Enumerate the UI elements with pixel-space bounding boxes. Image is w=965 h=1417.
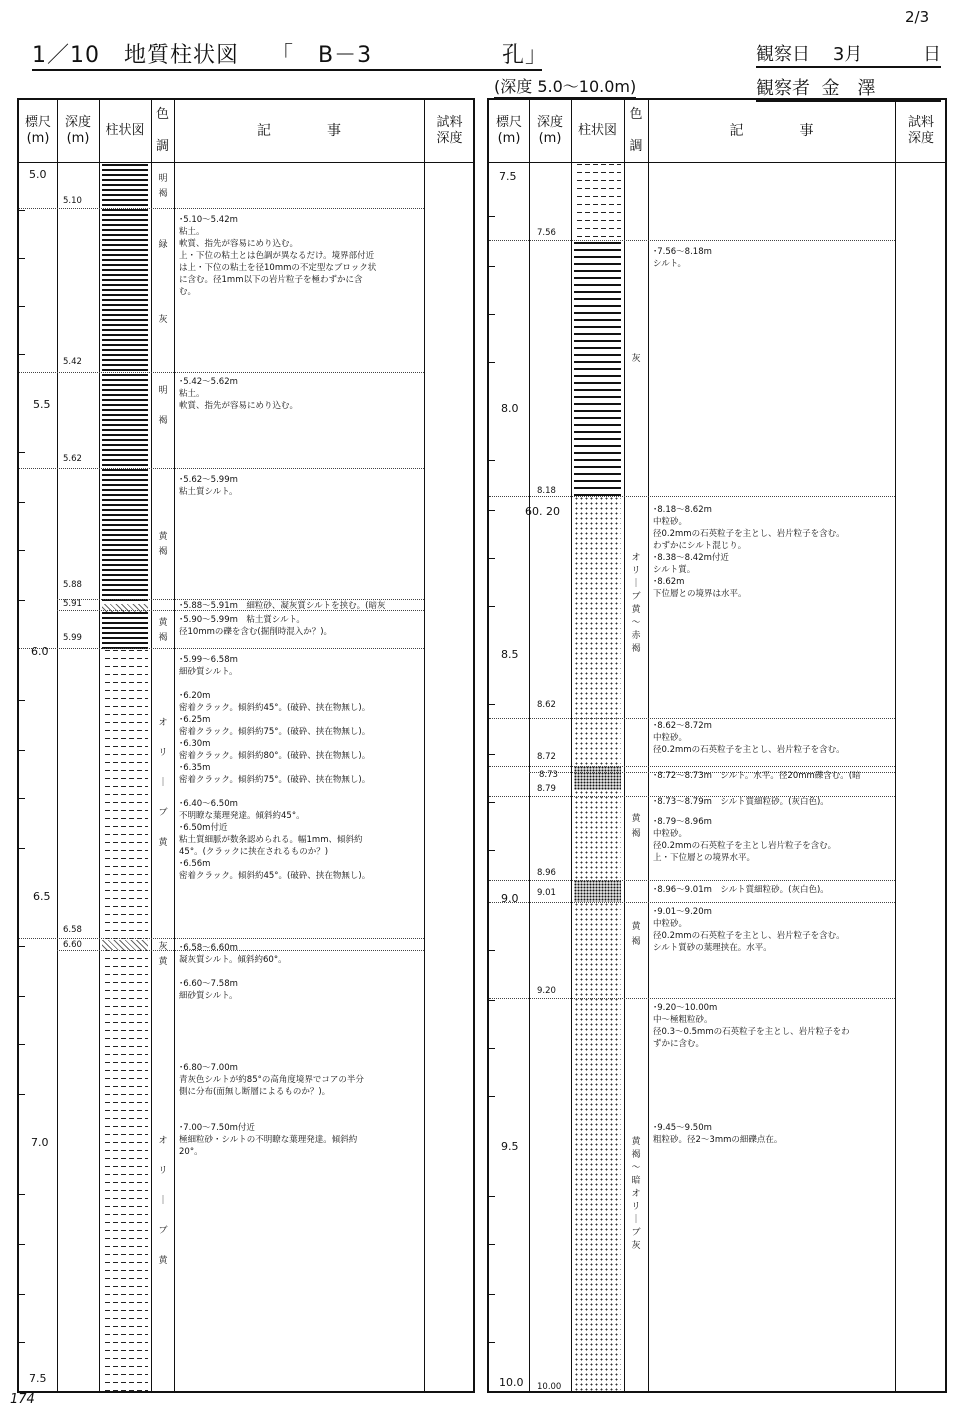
scale-label: 10.0: [499, 1376, 524, 1389]
color-label: オ リ ｜ ブ 黄: [158, 1136, 168, 1266]
depth-label: 8.73: [539, 770, 558, 780]
depth-label: 5.88: [63, 580, 82, 590]
date-month: 3月: [832, 44, 863, 65]
color-header: 色 調: [629, 107, 643, 154]
lith-sandy-silt-2: [102, 950, 148, 1391]
lith-tuff-silt: [102, 940, 148, 950]
scale-label: 6.0: [31, 645, 49, 658]
depth-label: 5.99: [63, 633, 82, 643]
scale-label: 6.5: [33, 890, 51, 903]
depth-label: 5.91: [63, 599, 82, 609]
scale-label: 7.5: [499, 170, 517, 183]
date-day-label: 日: [923, 44, 941, 65]
depth-label: 6.58: [63, 925, 82, 935]
description-note: ･9.20～10.00m 中～極粗粒砂。 径0.3～0.5mmの石英粒子を主とし、岩片粒子をわ ずかに含む。 ･9.45～9.50m 粗粒砂。径2～3mmの細礫点在。: [653, 1003, 850, 1145]
scale-label: 5.0: [29, 168, 47, 181]
lith-coarse-sand: [574, 902, 621, 1391]
handwritten-page-number: 174: [10, 1392, 35, 1407]
lith-medium-sand-2: [574, 790, 621, 880]
color-label: 黄 褐 ～ 暗 オ リ ｜ ブ 灰: [631, 1137, 641, 1251]
scale-label: 7.5: [29, 1372, 47, 1385]
description-header: 記 事: [729, 123, 814, 139]
description-note: ･5.62～5.99m 粘土質シルト。: [179, 475, 238, 497]
description-note: ･7.56～8.18m シルト。: [653, 247, 712, 269]
hole-suffix: 孔」: [502, 43, 549, 68]
scale-label: 8.5: [501, 648, 519, 661]
sample-header: 試料 深度: [436, 115, 463, 146]
depth-label: 8.79: [537, 784, 556, 794]
observation-date: [756, 40, 941, 68]
depth-label: 5.10: [63, 196, 82, 206]
description-note: ･5.90～5.99m 粘土質シルト。 径10mmの礫を含む(掘削時混入か？)。: [179, 615, 333, 637]
description-note: ･6.60～7.58m 細砂質シルト。 ･6.80～7.00m 青灰色シルトが約85°の高角度境界でコアの半分 側に分布(面無し断層によるものか？)。 ･7.00～7.50m付近 極細粒砂・シルトの不明瞭な葉理発達。傾斜約 20°。: [179, 979, 364, 1157]
date-label: 観察日: [756, 44, 810, 65]
column-header: 柱状図: [105, 123, 145, 138]
lith-medium-sand: [574, 496, 621, 766]
lith-clay: [102, 164, 148, 604]
depth-label: 6.60: [63, 940, 82, 950]
lith-sandy-silt: [574, 164, 621, 242]
color-header: 色 調: [155, 107, 169, 154]
scale-header: 標尺 (m): [24, 115, 51, 146]
depth-label: 8.72: [537, 752, 556, 762]
description-note: ･8.18～8.62m 中粒砂。 径0.2mmの石英粒子を主とし、岩片粒子を含む。 わずかにシルト混じり。 ･8.38～8.42m付近 シルト質。 ･8.62m 下位層との境界は水平。: [653, 505, 845, 599]
description-note: ･5.42～5.62m 粘土。 軟質、指先が容易にめり込む。: [179, 377, 299, 411]
hole-id: B－3: [317, 43, 373, 68]
color-label: 黄 褐: [158, 532, 168, 557]
column-header: 柱状図: [577, 123, 617, 138]
color-label: 灰: [631, 354, 641, 364]
page-title: [32, 38, 549, 71]
lith-silt-gravel: [574, 766, 621, 790]
depth-label: 8.96: [537, 868, 556, 878]
description-note: ･5.10～5.42m 粘土。 軟質、指先が容易にめり込む。 上・下位の粘土とは色調が異なるだけ。境界部付近 は上・下位の粘土を径10mmの不定型なブロック状 に含む。径1mm以下の岩片粒子を極わずかに含 む。: [179, 215, 377, 297]
scale-header: 標尺 (m): [495, 115, 522, 146]
observer-label: 観察者: [756, 78, 810, 99]
depth-label: 8.18: [537, 486, 556, 496]
scale-label: 8.0: [501, 402, 519, 415]
sample-header: 試料 深度: [907, 115, 934, 146]
description-note: ･8.62～8.72m 中粒砂。 径0.2mmの石英粒子を主とし、岩片粒子を含む。: [653, 721, 845, 755]
depth-label: 5.42: [63, 357, 82, 367]
depth-range: (深度 5.0～10.0m): [494, 74, 636, 99]
color-label: オ リ ｜ ブ 黄: [158, 718, 168, 848]
description-note: ･5.88～5.91m 細粒砂、凝灰質シルトを挟む。(暗灰: [179, 601, 386, 611]
color-label: 黄 褐: [631, 922, 641, 947]
right-log-panel: [487, 98, 947, 1393]
lith-silt: [574, 242, 621, 496]
depth-label: 9.01: [537, 888, 556, 898]
title-bracket: 「: [270, 43, 294, 68]
page-number: 2/3: [905, 8, 930, 26]
scale-label: 9.0: [501, 892, 519, 905]
description-header: 記 事: [257, 123, 341, 139]
depth-label: 8.62: [537, 700, 556, 710]
description-note: ･8.72～8.73m シルト。水平。径20mm礫含む。(暗: [653, 771, 861, 781]
observer-name: 金 澤: [821, 78, 876, 99]
depth-label: 7.56: [537, 228, 556, 238]
description-note: ･9.01～9.20m 中粒砂。 径0.2mmの石英粒子を主とし、岩片粒子を含む。 シルト質砂の葉理挟在。水平。: [653, 907, 845, 953]
color-label: 黄 褐: [631, 814, 641, 839]
lith-silty-fine-sand: [574, 880, 621, 902]
depth-header: 深度 (m): [64, 115, 91, 146]
lith-clayey-silt: [102, 612, 148, 650]
color-label: オ リ ｜ ブ 黄 ～ 赤 褐: [631, 553, 641, 654]
scale-label: 5.5: [33, 398, 51, 411]
lith-sandy-silt: [102, 650, 148, 940]
depth-annotation: 60. 20: [525, 505, 560, 518]
color-label: 明 褐: [158, 174, 168, 199]
description-note: ･6.58～6.60m 凝灰質シルト。傾斜約60°。: [179, 943, 287, 965]
description-note: ･5.99～6.58m 細砂質シルト。 ･6.20m 密着クラック。傾斜約45°。(破砕、挟在物無し)。 ･6.25m 密着クラック。傾斜約75°。(破砕、挟在物無し)。 ･6.30m 密着クラック。傾斜約80°。(破砕、挟在物無し)。 ･6.35m 密着クラック。傾斜約75°。(破砕、挟在物無し)。 ･6.40～6.50m 不明瞭な葉理発達。傾斜約45°。 ･6.50m付近 粘土質細脈が数条認められる。幅1mm、傾斜約 45°。(クラックに挟在されるものか？) ･6.56m 密着クラック。傾斜約45°。(破砕、挟在物無し)。: [179, 655, 371, 881]
color-label: 緑 灰: [158, 240, 168, 325]
title-name: 地質柱状図: [123, 43, 239, 68]
left-log-panel: [17, 98, 475, 1393]
depth-label: 5.62: [63, 454, 82, 464]
description-note: ･8.96～9.01m シルト質細粒砂。(灰白色)。: [653, 885, 829, 895]
depth-header: 深度 (m): [536, 115, 563, 146]
description-note: ･8.79～8.96m 中粒砂。 径0.2mmの石英粒子を主とし岩片粒子を含む。 上・下位層との境界水平。: [653, 817, 837, 863]
color-label: 明 褐: [158, 386, 168, 426]
color-label: 灰 黄: [158, 942, 168, 967]
description-note: ･8.73～8.79m シルト質細粒砂。(灰白色)。: [653, 797, 829, 807]
title-scale: 1／10: [32, 43, 100, 68]
depth-label: 10.00: [537, 1382, 562, 1392]
scale-label: 9.5: [501, 1140, 519, 1153]
scale-label: 7.0: [31, 1136, 49, 1149]
depth-label: 9.20: [537, 986, 556, 996]
color-label: 黄 褐: [158, 618, 168, 643]
